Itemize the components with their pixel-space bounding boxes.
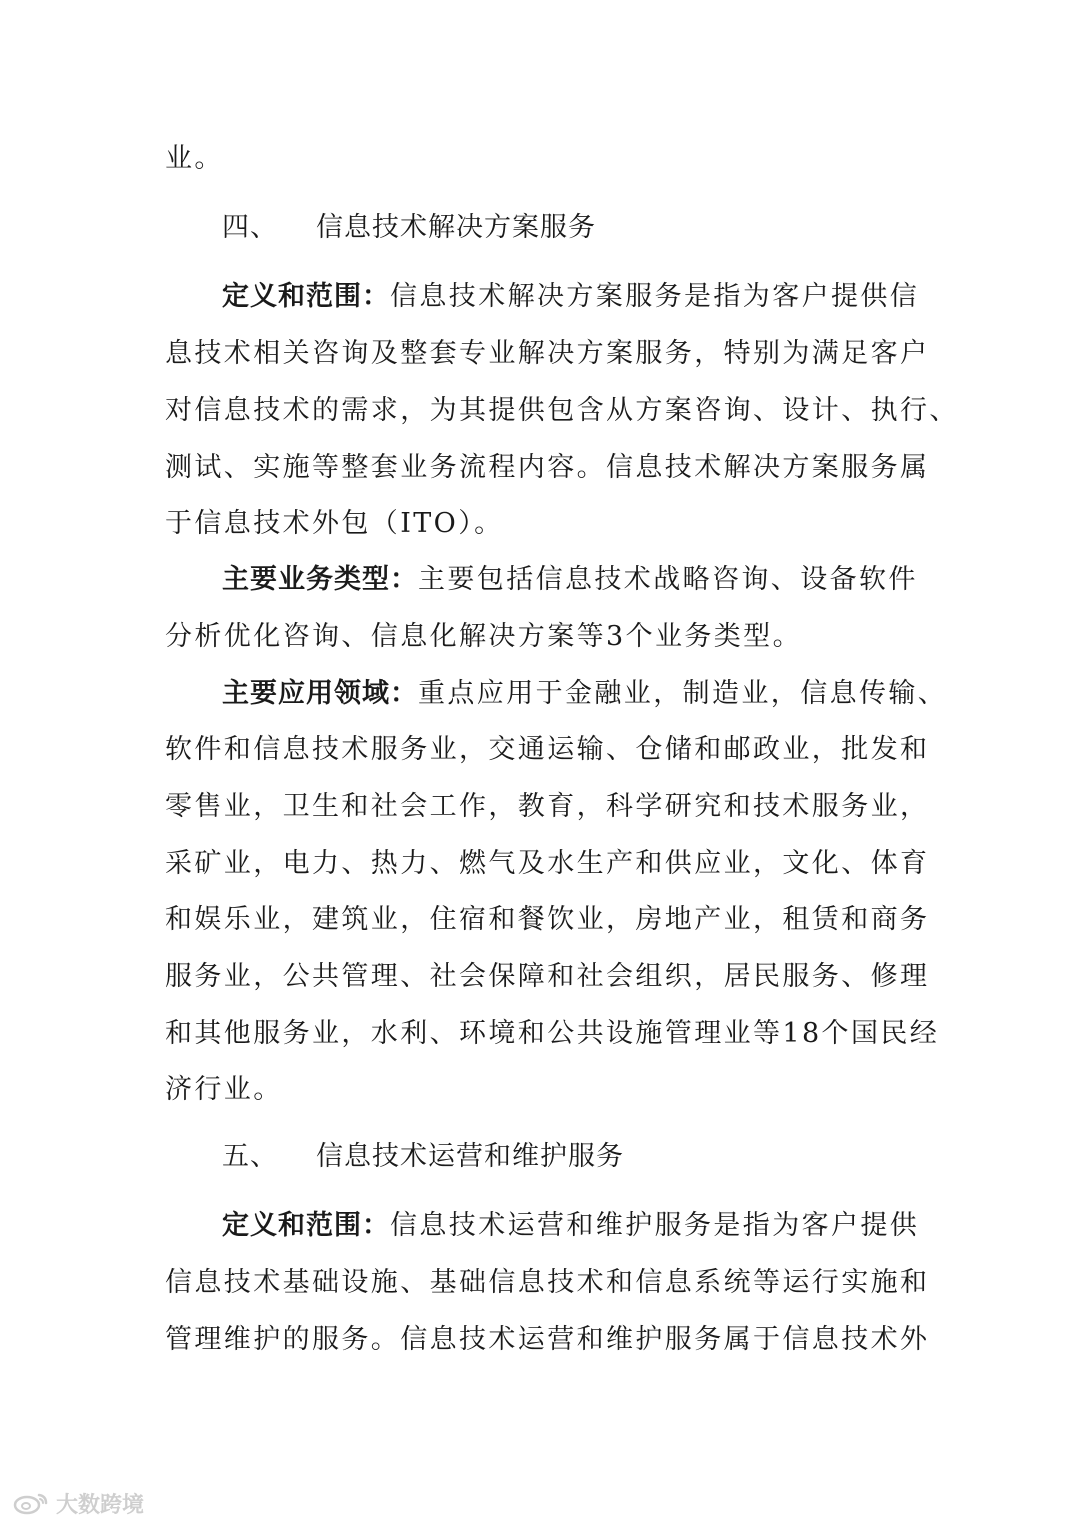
definition-label: 定义和范围： [222,1210,390,1241]
paragraph-line [222,1206,920,1246]
paragraph-line: 于信息技术外包（ITO）。 [165,508,504,539]
definition-text: 信息技术运营和维护服务是指为客户提供 [390,1210,920,1241]
paragraph-line: 分析优化咨询、信息化解决方案等3个业务类型。 [165,621,802,652]
paragraph-line [222,560,918,600]
paragraph-line: 采矿业，电力、热力、燃气及水生产和供应业，文化、体育 [165,848,930,879]
paragraph-line: 零售业，卫生和社会工作，教育，科学研究和技术服务业， [165,791,930,822]
top-fragment-text: 业。 [165,143,224,174]
paragraph-line: 软件和信息技术服务业，交通运输、仓储和邮政业，批发和 [165,734,930,765]
section-number: 四、 [222,212,278,243]
paragraph-line [222,277,920,317]
paragraph-line: 管理维护的服务。信息技术运营和维护服务属于信息技术外 [165,1324,930,1355]
watermark-text: 大数跨境 [56,1492,145,1518]
definition-label: 定义和范围： [222,281,390,312]
section-title: 信息技术解决方案服务 [316,212,596,243]
paragraph-line: 测试、实施等整套业务流程内容。信息技术解决方案服务属 [165,452,930,483]
paragraph-line: 济行业。 [165,1074,283,1105]
paragraph-line: 和其他服务业，水利、环境和公共设施管理业等18个国民经 [165,1018,940,1049]
section-heading-4 [222,208,596,248]
weibo-icon [12,1491,52,1515]
fields-text: 重点应用于金融业，制造业，信息传输、 [418,678,948,709]
types-text: 主要包括信息技术战略咨询、设备软件 [418,564,918,595]
fields-label: 主要应用领域： [222,678,418,709]
paragraph-line: 和娱乐业，建筑业，住宿和餐饮业，房地产业，租赁和商务 [165,904,930,935]
paragraph-line [222,674,948,714]
section-number: 五、 [222,1141,278,1172]
paragraph-line: 信息技术基础设施、基础信息技术和信息系统等运行实施和 [165,1267,930,1298]
paragraph-line: 服务业，公共管理、社会保障和社会组织，居民服务、修理 [165,961,930,992]
section-heading-5 [222,1137,624,1177]
section-title: 信息技术运营和维护服务 [316,1141,624,1172]
paragraph-line: 对信息技术的需求，为其提供包含从方案咨询、设计、执行、 [165,395,959,426]
types-label: 主要业务类型： [222,564,418,595]
definition-text: 信息技术解决方案服务是指为客户提供信 [390,281,920,312]
paragraph-line: 息技术相关咨询及整套专业解决方案服务，特别为满足客户 [165,338,930,369]
watermark [12,1488,144,1518]
